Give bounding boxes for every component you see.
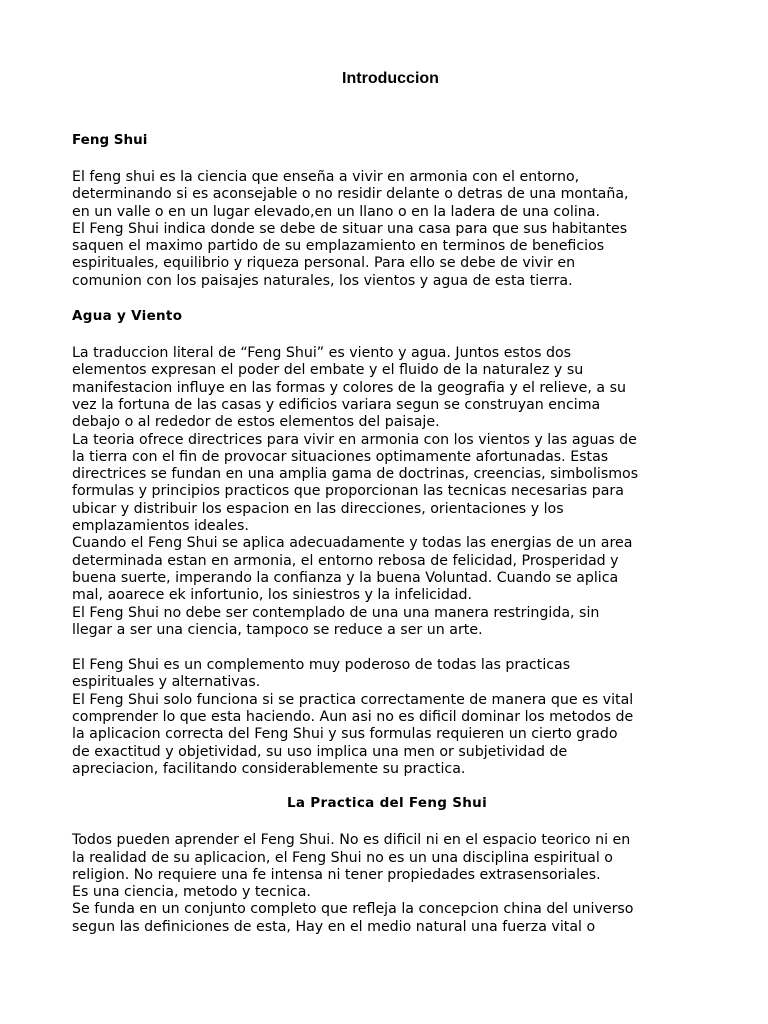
text-line: buena suerte, imperando la confianza y la buena Voluntad. Cuando se aplica <box>72 569 619 586</box>
text-line: debajo o al rededor de estos elementos del paisaje. <box>72 414 440 431</box>
paragraph-feng-shui <box>72 169 702 290</box>
paragraph-complemento <box>72 657 702 778</box>
text-line: formulas y principios practicos que proporcionan las tecnicas necesarias para <box>72 483 624 500</box>
document-title: Introduccion <box>342 70 439 87</box>
text-line: directrices se fundan en una amplia gama de doctrinas, creencias, simbolismos <box>72 466 639 483</box>
text-line: La teoria ofrece directrices para vivir en armonia con los vientos y las aguas de <box>72 431 637 448</box>
text-line: manifestacion influye en las formas y colores de la geografia y el relieve, a su <box>72 379 626 396</box>
text-line: El feng shui es la ciencia que enseña a vivir en armonia con el entorno, <box>72 169 580 185</box>
text-line: El Feng Shui es un complemento muy poderoso de todas las practicas <box>72 657 571 674</box>
paragraph-agua-y-viento <box>72 345 702 639</box>
text-line: Cuando el Feng Shui se aplica adecuadamente y todas las energias de un area <box>72 535 633 552</box>
text-line: determinada estan en armonia, el entorno rebosa de felicidad, Prosperidad y <box>72 552 619 569</box>
text-line: Es una ciencia, metodo y tecnica. <box>72 884 311 901</box>
text-line: de exactitud y objetividad, su uso implica una men or subjetividad de <box>72 743 568 760</box>
text-line: Todos pueden aprender el Feng Shui. No es dificil ni en el espacio teorico ni en <box>72 832 631 849</box>
text-line: comunion con los paisajes naturales, los vientos y agua de esta tierra. <box>72 272 573 289</box>
text-line: mal, aoarece ek infortunio, los siniestros y la infelicidad. <box>72 587 473 604</box>
text-line: emplazamientos ideales. <box>72 518 249 535</box>
text-line: determinando si es aconsejable o no residir delante o detras de una montaña, <box>72 186 629 203</box>
text-line: en un valle o en un lugar elevado,en un llano o en la ladera de una colina. <box>72 203 600 220</box>
text-line: espirituales y alternativas. <box>72 674 261 691</box>
text-line: Se funda en un conjunto completo que refleja la concepcion china del universo <box>72 901 634 918</box>
text-line: ubicar y distribuir los espacion en las direcciones, orientaciones y los <box>72 500 564 517</box>
text-line: la tierra con el fin de provocar situaciones optimamente afortunadas. Estas <box>72 448 609 465</box>
text-line: la realidad de su aplicacion, el Feng Shui no es un una disciplina espiritual o <box>72 849 613 866</box>
text-line: segun las definiciones de esta, Hay en el medio natural una fuerza vital o <box>72 918 596 935</box>
text-line: apreciacion, facilitando considerablemente su practica. <box>72 760 466 777</box>
text-line: llegar a ser una ciencia, tampoco se reduce a ser un arte. <box>72 621 483 638</box>
section-heading-agua-y-viento: Agua y Viento <box>72 308 183 325</box>
text-line: El Feng Shui no debe ser contemplado de una una manera restringida, sin <box>72 604 600 621</box>
text-line: vez la fortuna de las casas y edificios variara segun se construyan encima <box>72 396 601 413</box>
paragraph-la-practica <box>72 832 702 936</box>
text-line: la aplicacion correcta del Feng Shui y sus formulas requieren un cierto grado <box>72 726 618 743</box>
text-line: religion. No requiere una fe intensa ni tener propiedades extrasensoriales. <box>72 866 601 883</box>
text-line: espirituales, equilibrio y riqueza personal. Para ello se debe de vivir en <box>72 255 576 272</box>
text-line: saquen el maximo partido de su emplazamiento en terminos de beneficios <box>72 238 605 255</box>
text-line: La traduccion literal de “Feng Shui” es viento y agua. Juntos estos dos <box>72 345 572 362</box>
text-line: elementos expresan el poder del embate y el fluido de la naturalez y su <box>72 362 584 379</box>
text-line: El Feng Shui solo funciona si se practica correctamente de manera que es vital <box>72 691 634 708</box>
document-page <box>72 66 702 936</box>
text-line: El Feng Shui indica donde se debe de situar una casa para que sus habitantes <box>72 220 628 237</box>
text-line: comprender lo que esta haciendo. Aun asi no es dificil dominar los metodos de <box>72 709 634 726</box>
section-heading-feng-shui: Feng Shui <box>72 132 148 148</box>
section-heading-la-practica: La Practica del Feng Shui <box>287 795 487 812</box>
